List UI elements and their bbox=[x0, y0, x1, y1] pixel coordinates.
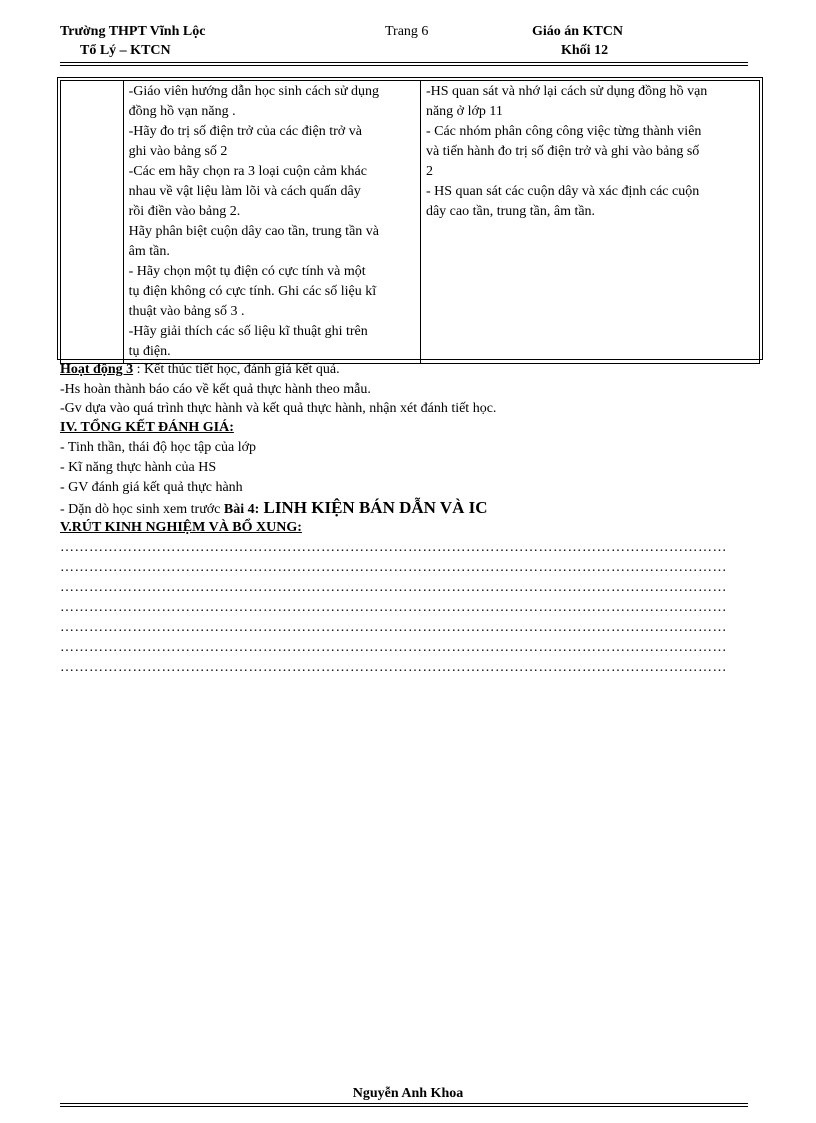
teacher-activity-line: - Hãy chọn một tụ điện có cực tính và một bbox=[128, 264, 366, 279]
teacher-activity-line: -Hãy giải thích các số liệu kĩ thuật ghi trên bbox=[128, 324, 368, 339]
homework-line bbox=[60, 498, 488, 518]
dotted-line: ………………………………………………………………………………………………………………………… bbox=[60, 540, 727, 555]
dotted-line: ………………………………………………………………………………………………………………………… bbox=[60, 580, 727, 595]
document-title: Giáo án KTCN bbox=[532, 24, 624, 39]
teacher-activity-line: tụ điện không có cực tính. Ghi các số liệu kĩ bbox=[128, 284, 377, 299]
homework-lesson: Bài 4: bbox=[223, 502, 260, 517]
grade: Khối 12 bbox=[561, 43, 609, 58]
teacher-activity-line: Hãy phân biệt cuộn dây cao tần, trung tần và bbox=[128, 224, 379, 239]
activity3-line-2: -Gv dựa vào quá trình thực hành và kết quả thực hành, nhận xét đánh tiết học. bbox=[60, 401, 497, 416]
author-name: Nguyễn Anh Khoa bbox=[352, 1086, 464, 1101]
activity3-line-1: -Hs hoàn thành báo cáo về kết quả thực hành theo mẫu. bbox=[60, 382, 371, 397]
dotted-line: ………………………………………………………………………………………………………………………… bbox=[60, 660, 727, 675]
page-number: Trang 6 bbox=[385, 24, 429, 39]
school-name: Trường THPT Vĩnh Lộc bbox=[60, 24, 206, 39]
student-activity-line: - Các nhóm phân công công việc từng thành viên bbox=[425, 124, 702, 139]
teacher-activity-line: tụ điện. bbox=[128, 344, 171, 359]
teacher-activity-line: thuật vào bảng số 3 . bbox=[128, 304, 245, 319]
footer-rule-bottom bbox=[60, 1106, 748, 1107]
homework-title: LINH KIỆN BÁN DẪN VÀ IC bbox=[259, 498, 488, 517]
table-row bbox=[61, 81, 760, 364]
student-activity-line: và tiến hành đo trị số điện trở và ghi vào bảng số bbox=[425, 144, 700, 159]
dotted-line: ………………………………………………………………………………………………………………………… bbox=[60, 600, 727, 615]
section5-title: V.RÚT KINH NGHIỆM VÀ BỔ XUNG: bbox=[60, 520, 302, 535]
section4-title: IV. TỔNG KẾT ĐÁNH GIÁ: bbox=[60, 420, 234, 435]
student-activity-line: 2 bbox=[425, 164, 433, 179]
teacher-activity-cell bbox=[123, 81, 420, 364]
teacher-activity-line: nhau về vật liệu làm lõi và cách quấn dây bbox=[128, 184, 361, 199]
teacher-activity-line: đồng hồ vạn năng . bbox=[128, 104, 236, 119]
teacher-activity-line: âm tần. bbox=[128, 244, 170, 259]
student-activity-line: dây cao tần, trung tần, âm tần. bbox=[425, 204, 596, 219]
section4-item: - Tinh thần, thái độ học tập của lớp bbox=[60, 440, 256, 455]
student-activity-line: năng ở lớp 11 bbox=[425, 104, 503, 119]
dotted-line: ………………………………………………………………………………………………………………………… bbox=[60, 620, 727, 635]
activity3-label: Hoạt động 3 bbox=[60, 362, 134, 377]
activity3-text: : Kết thúc tiết học, đánh giá kết quả. bbox=[133, 362, 340, 377]
teacher-activity-line: -Hãy đo trị số điện trở của các điện trở và bbox=[128, 124, 362, 139]
teacher-activity-text bbox=[129, 82, 415, 362]
empty-cell bbox=[61, 81, 124, 364]
lesson-table bbox=[60, 80, 760, 364]
teacher-activity-line: -Các em hãy chọn ra 3 loại cuộn cảm khác bbox=[128, 164, 367, 179]
section4-item: - GV đánh giá kết quả thực hành bbox=[60, 480, 243, 495]
student-activity-line: - HS quan sát các cuộn dây và xác định các cuộn bbox=[425, 184, 700, 199]
activity3-heading bbox=[60, 362, 340, 378]
homework-prefix: - Dặn dò học sinh xem trước bbox=[60, 502, 224, 517]
section4-item: - Kĩ năng thực hành của HS bbox=[60, 460, 217, 475]
student-activity-cell bbox=[420, 81, 759, 364]
student-activity-line: -HS quan sát và nhớ lại cách sử dụng đồng hồ vạn bbox=[425, 84, 708, 99]
dotted-line: ………………………………………………………………………………………………………………………… bbox=[60, 560, 727, 575]
teacher-activity-line: -Giáo viên hướng dẫn học sinh cách sử dụng bbox=[128, 84, 380, 99]
header-rule-bottom bbox=[60, 65, 748, 66]
student-activity-text bbox=[426, 82, 754, 222]
dotted-line: ………………………………………………………………………………………………………………………… bbox=[60, 640, 727, 655]
teacher-activity-line: ghi vào bảng số 2 bbox=[128, 144, 228, 159]
header-rule-top bbox=[60, 62, 748, 63]
department: Tổ Lý – KTCN bbox=[80, 43, 171, 58]
footer-rule-top bbox=[60, 1103, 748, 1104]
teacher-activity-line: rồi điền vào bảng 2. bbox=[128, 204, 241, 219]
